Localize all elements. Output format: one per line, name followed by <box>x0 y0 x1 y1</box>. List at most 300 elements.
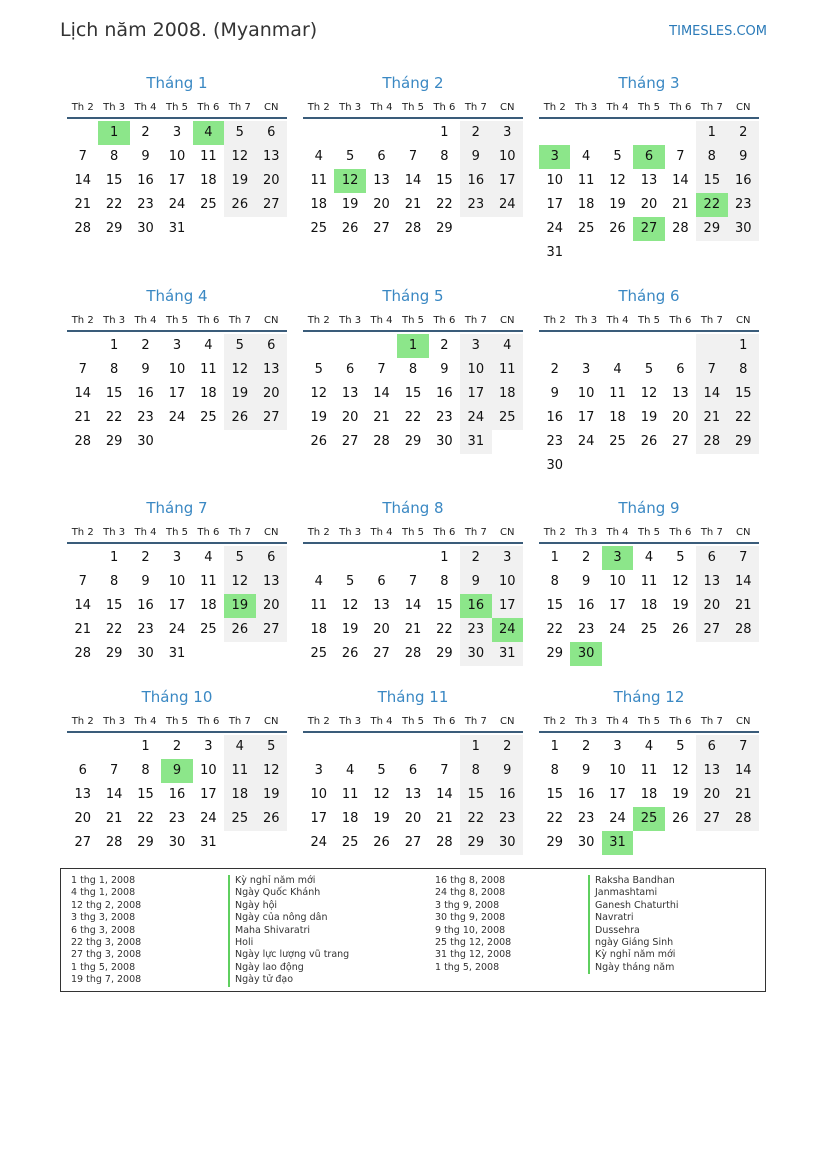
legend-holiday-name: Ngày hội <box>228 900 349 912</box>
calendar-day: 5 <box>613 149 622 164</box>
weekday-label: Th 2 <box>307 314 330 326</box>
calendar-day: 14 <box>373 386 390 401</box>
calendar-day: 19 <box>341 197 359 212</box>
calendar-day: 26 <box>310 434 327 449</box>
calendar-day: 16 <box>137 386 154 401</box>
calendar-day: 27 <box>256 618 287 642</box>
calendar-day: 23 <box>460 193 491 217</box>
calendar-day: 12 <box>256 759 287 783</box>
empty-day <box>98 735 129 759</box>
calendar-day: 9 <box>492 759 523 783</box>
calendar-day: 5 <box>377 763 386 778</box>
calendar-day: 19 <box>341 622 359 637</box>
calendar-day: 11 <box>224 759 255 783</box>
calendar-day: 28 <box>728 618 759 642</box>
calendar-day: 20 <box>74 811 91 826</box>
calendar-day: 12 <box>341 598 359 613</box>
calendar-day: 7 <box>440 763 449 778</box>
calendar-day: 13 <box>696 570 727 594</box>
calendar-day: 5 <box>676 739 685 754</box>
empty-day <box>224 831 255 855</box>
weekday-label: Th 5 <box>401 715 424 727</box>
calendar-day: 13 <box>672 386 689 401</box>
calendar-day: 17 <box>168 173 186 188</box>
calendar-day: 10 <box>460 358 491 382</box>
calendar-day: 24 <box>168 197 186 212</box>
legend-holiday-name: Kỳ nghỉ năm mới <box>228 875 349 887</box>
calendar-day: 27 <box>256 406 287 430</box>
calendar-day: 27 <box>672 434 689 449</box>
calendar-day: 21 <box>672 197 689 212</box>
calendar-day: 5 <box>345 574 355 589</box>
month-calendar <box>539 72 759 265</box>
calendar-day: 30 <box>546 458 563 473</box>
empty-day <box>696 454 727 478</box>
calendar-day: 29 <box>137 835 154 850</box>
calendar-day: 13 <box>373 598 390 613</box>
empty-day <box>303 334 334 358</box>
weekday-label: CN <box>264 314 279 326</box>
calendar-day: 26 <box>373 835 390 850</box>
calendar-day: 15 <box>105 386 123 401</box>
calendar-day: 6 <box>377 574 386 589</box>
calendar-day: 3 <box>492 121 523 145</box>
legend-holiday-name: Ngày lao động <box>228 962 349 974</box>
calendar-day: 29 <box>546 835 563 850</box>
calendar-day: 30 <box>137 434 154 449</box>
empty-day <box>256 217 287 241</box>
calendar-day: 14 <box>696 382 727 406</box>
weekday-label: Th 5 <box>637 314 660 326</box>
calendar-day: 22 <box>546 622 563 637</box>
calendar-day: 16 <box>137 173 154 188</box>
calendar-day: 4 <box>613 362 622 377</box>
calendar-day: 5 <box>314 362 323 377</box>
calendar-day: 29 <box>696 217 727 241</box>
weekday-label: Th 2 <box>71 314 94 326</box>
calendar-day: 19 <box>609 197 626 212</box>
month-title: Tháng 11 <box>377 688 449 706</box>
calendar-day: 4 <box>314 149 323 164</box>
month-days <box>67 121 287 241</box>
weekday-label: Th 2 <box>543 526 566 538</box>
calendar-day: 15 <box>546 787 563 802</box>
weekday-label: Th 6 <box>433 314 456 326</box>
empty-day <box>67 334 98 358</box>
weekday-label: Th 3 <box>103 314 126 326</box>
weekday-header <box>303 97 523 119</box>
calendar-day: 28 <box>672 221 689 236</box>
weekday-label: CN <box>736 715 751 727</box>
calendar-day: 7 <box>78 574 87 589</box>
calendar-day: 2 <box>172 739 182 754</box>
weekday-label: Th 3 <box>339 526 362 538</box>
calendar-day: 31 <box>200 835 217 850</box>
calendar-day: 1 <box>728 334 759 358</box>
calendar-day: 28 <box>74 434 91 449</box>
calendar-day: 4 <box>204 338 213 353</box>
calendar-day: 21 <box>728 594 759 618</box>
weekday-label: Th 4 <box>134 314 157 326</box>
weekday-label: Th 4 <box>370 715 393 727</box>
calendar-day: 3 <box>172 550 182 565</box>
weekday-label: Th 5 <box>637 715 660 727</box>
weekday-label: Th 7 <box>464 715 487 727</box>
empty-day <box>539 334 570 358</box>
calendar-day: 8 <box>109 149 119 164</box>
weekday-label: Th 6 <box>197 101 220 113</box>
legend-holiday-name: Raksha Bandhan <box>588 875 679 887</box>
calendar-day: 10 <box>492 570 523 594</box>
calendar-day: 22 <box>546 811 563 826</box>
holiday-day: 1 <box>98 121 129 145</box>
legend-names-left <box>228 875 349 987</box>
calendar-day: 20 <box>696 783 727 807</box>
calendar-day: 4 <box>314 574 323 589</box>
calendar-day: 22 <box>105 197 123 212</box>
calendar-day: 17 <box>609 787 626 802</box>
weekday-label: Th 6 <box>669 715 692 727</box>
calendar-day: 20 <box>696 594 727 618</box>
calendar-day: 6 <box>256 546 287 570</box>
calendar-day: 4 <box>644 550 654 565</box>
calendar-day: 12 <box>609 173 626 188</box>
holiday-day: 9 <box>161 759 192 783</box>
month-calendar <box>67 285 287 454</box>
empty-day <box>665 831 696 855</box>
calendar-day: 3 <box>460 334 491 358</box>
legend-date: 27 thg 3, 2008 <box>71 949 142 961</box>
calendar-day: 19 <box>256 783 287 807</box>
empty-day <box>492 217 523 241</box>
weekday-label: Th 6 <box>433 101 456 113</box>
empty-day <box>224 642 255 666</box>
weekday-label: CN <box>500 101 515 113</box>
weekday-label: Th 3 <box>103 526 126 538</box>
weekday-header <box>539 97 759 119</box>
calendar-day: 22 <box>404 410 422 425</box>
calendar-day: 29 <box>404 434 422 449</box>
weekday-label: CN <box>500 314 515 326</box>
calendar-day: 1 <box>550 739 559 754</box>
weekday-label: CN <box>736 314 751 326</box>
calendar-day: 3 <box>172 338 182 353</box>
calendar-day: 28 <box>404 646 422 661</box>
calendar-day: 20 <box>640 197 658 212</box>
legend-holiday-name: ngày Giáng Sinh <box>588 937 679 949</box>
calendar-day: 7 <box>728 546 759 570</box>
calendar-day: 27 <box>256 193 287 217</box>
empty-day <box>570 334 601 358</box>
calendar-day: 14 <box>74 173 91 188</box>
calendar-day: 7 <box>377 362 386 377</box>
month-days <box>539 121 759 265</box>
empty-day <box>224 430 255 454</box>
empty-day <box>570 121 601 145</box>
legend-date: 16 thg 8, 2008 <box>435 875 506 886</box>
calendar-day: 16 <box>728 169 759 193</box>
weekday-label: Th 7 <box>228 314 251 326</box>
empty-day <box>256 831 287 855</box>
calendar-day: 9 <box>141 362 150 377</box>
calendar-day: 14 <box>404 598 422 613</box>
calendar-day: 25 <box>200 622 217 637</box>
empty-day <box>193 642 224 666</box>
holiday-day: 25 <box>633 807 664 831</box>
calendar-day: 26 <box>341 646 359 661</box>
calendar-day: 9 <box>581 763 591 778</box>
legend-date: 25 thg 12, 2008 <box>435 937 512 949</box>
weekday-label: CN <box>736 101 751 113</box>
month-title: Tháng 7 <box>146 499 208 517</box>
empty-day <box>602 642 633 666</box>
calendar-day: 30 <box>577 835 595 850</box>
calendar-day: 8 <box>408 362 418 377</box>
holiday-day: 16 <box>460 594 491 618</box>
calendar-day: 2 <box>141 338 150 353</box>
calendar-day: 14 <box>436 787 453 802</box>
calendar-day: 15 <box>546 598 563 613</box>
calendar-day: 5 <box>256 735 287 759</box>
month-days <box>67 546 287 666</box>
month-calendar <box>539 285 759 478</box>
calendar-day: 22 <box>460 807 491 831</box>
empty-day <box>397 735 428 759</box>
weekday-label: Th 3 <box>575 526 598 538</box>
weekday-label: Th 7 <box>700 314 723 326</box>
calendar-day: 5 <box>644 362 654 377</box>
calendar-day: 5 <box>224 546 255 570</box>
calendar-day: 4 <box>581 149 591 164</box>
empty-day <box>334 735 365 759</box>
calendar-day: 4 <box>345 763 355 778</box>
month-days <box>67 334 287 454</box>
calendar-day: 3 <box>172 125 182 140</box>
weekday-label: Th 5 <box>637 101 660 113</box>
calendar-day: 20 <box>373 622 390 637</box>
calendar-day: 19 <box>224 382 255 406</box>
calendar-day: 2 <box>141 125 150 140</box>
legend-date: 3 thg 9, 2008 <box>435 899 500 911</box>
weekday-header <box>67 97 287 119</box>
calendar-day: 26 <box>341 221 359 236</box>
empty-day <box>334 121 365 145</box>
weekday-label: Th 4 <box>134 101 157 113</box>
empty-day <box>602 334 633 358</box>
calendar-day: 8 <box>460 759 491 783</box>
empty-day <box>193 217 224 241</box>
site-link[interactable]: TIMESLES.COM <box>669 24 767 39</box>
weekday-header <box>67 711 287 733</box>
empty-day <box>256 642 287 666</box>
calendar-day: 25 <box>341 835 359 850</box>
empty-day <box>303 735 334 759</box>
calendar-day: 29 <box>436 646 453 661</box>
legend-date: 1 thg 5, 2008 <box>71 961 136 973</box>
weekday-label: Th 7 <box>464 526 487 538</box>
empty-day <box>602 454 633 478</box>
calendar-day: 28 <box>373 434 390 449</box>
calendar-day: 3 <box>204 739 213 754</box>
empty-day <box>570 454 601 478</box>
calendar-day: 24 <box>577 434 595 449</box>
legend-holiday-name: Holi <box>228 937 349 949</box>
empty-day <box>366 334 397 358</box>
calendar-day: 8 <box>109 362 119 377</box>
calendar-day: 7 <box>696 358 727 382</box>
calendar-day: 29 <box>105 221 123 236</box>
calendar-day: 17 <box>546 197 563 212</box>
calendar-day: 12 <box>310 386 327 401</box>
calendar-day: 12 <box>373 787 390 802</box>
calendar-day: 2 <box>550 362 559 377</box>
calendar-day: 14 <box>74 598 91 613</box>
weekday-label: Th 4 <box>606 101 629 113</box>
empty-day <box>696 831 727 855</box>
calendar-day: 9 <box>581 574 591 589</box>
calendar-day: 11 <box>200 362 217 377</box>
empty-day <box>429 735 460 759</box>
month-days <box>303 546 523 666</box>
calendar-day: 2 <box>141 550 150 565</box>
calendar-day: 13 <box>256 358 287 382</box>
weekday-label: Th 2 <box>71 715 94 727</box>
calendar-day: 19 <box>640 410 658 425</box>
weekday-label: Th 4 <box>370 314 393 326</box>
calendar-day: 24 <box>609 811 626 826</box>
calendar-day: 2 <box>581 739 591 754</box>
weekday-label: Th 3 <box>103 715 126 727</box>
empty-day <box>256 430 287 454</box>
weekday-label: Th 3 <box>339 715 362 727</box>
weekday-header <box>539 310 759 332</box>
weekday-label: Th 5 <box>401 526 424 538</box>
legend-holiday-name: Navratri <box>588 912 679 924</box>
month-calendar <box>67 686 287 855</box>
legend-names-right <box>588 875 679 974</box>
calendar-day: 21 <box>404 197 422 212</box>
empty-day <box>67 121 98 145</box>
calendar-day: 28 <box>728 807 759 831</box>
page-title: Lịch năm 2008. (Myanmar) <box>60 19 318 41</box>
legend-date: 4 thg 1, 2008 <box>71 887 136 899</box>
weekday-label: Th 2 <box>543 715 566 727</box>
empty-day <box>224 217 255 241</box>
calendar-day: 17 <box>200 787 217 802</box>
empty-day <box>602 241 633 265</box>
weekday-label: Th 6 <box>433 526 456 538</box>
calendar-day: 11 <box>640 763 658 778</box>
empty-day <box>67 546 98 570</box>
calendar-day: 20 <box>373 197 390 212</box>
calendar-day: 1 <box>109 550 119 565</box>
calendar-day: 16 <box>436 386 453 401</box>
empty-day <box>492 430 523 454</box>
empty-day <box>161 430 192 454</box>
calendar-day: 17 <box>168 386 186 401</box>
weekday-label: Th 7 <box>228 526 251 538</box>
calendar-day: 13 <box>256 145 287 169</box>
calendar-day: 18 <box>200 598 217 613</box>
calendar-day: 28 <box>436 835 453 850</box>
calendar-day: 28 <box>404 221 422 236</box>
weekday-header <box>303 522 523 544</box>
calendar-day: 23 <box>577 811 595 826</box>
calendar-day: 7 <box>109 763 119 778</box>
legend-date: 1 thg 5, 2008 <box>435 961 500 973</box>
calendar-day: 22 <box>436 622 453 637</box>
calendar-day: 23 <box>168 811 186 826</box>
calendar-day: 15 <box>404 386 422 401</box>
month-calendar <box>539 497 759 666</box>
holiday-day: 31 <box>602 831 633 855</box>
month-days <box>539 735 759 855</box>
calendar-day: 22 <box>728 406 759 430</box>
empty-day <box>539 121 570 145</box>
weekday-label: Th 7 <box>700 715 723 727</box>
calendar-day: 25 <box>577 221 595 236</box>
calendar-day: 10 <box>492 145 523 169</box>
weekday-label: Th 3 <box>339 314 362 326</box>
calendar-day: 11 <box>200 149 217 164</box>
calendar-day: 17 <box>492 169 523 193</box>
legend-date: 22 thg 3, 2008 <box>71 937 142 949</box>
weekday-label: Th 6 <box>197 715 220 727</box>
calendar-day: 11 <box>341 787 359 802</box>
calendar-day: 27 <box>404 835 422 850</box>
calendar-day: 31 <box>492 642 523 666</box>
calendar-day: 15 <box>436 173 453 188</box>
empty-day <box>633 334 664 358</box>
weekday-label: Th 2 <box>543 314 566 326</box>
weekday-label: Th 7 <box>464 314 487 326</box>
calendar-day: 14 <box>105 787 123 802</box>
holiday-day: 22 <box>696 193 727 217</box>
month-calendar <box>303 285 523 454</box>
calendar-day: 2 <box>728 121 759 145</box>
calendar-day: 25 <box>200 197 217 212</box>
calendar-day: 15 <box>728 382 759 406</box>
holiday-day: 19 <box>224 594 255 618</box>
weekday-label: Th 3 <box>575 314 598 326</box>
legend-dates-left <box>71 875 141 987</box>
calendar-day: 9 <box>550 386 559 401</box>
calendar-day: 23 <box>137 197 154 212</box>
calendar-day: 9 <box>460 145 491 169</box>
calendar-day: 11 <box>640 574 658 589</box>
calendar-day: 24 <box>168 410 186 425</box>
empty-day <box>665 642 696 666</box>
holiday-day: 27 <box>633 217 664 241</box>
calendar-day: 3 <box>492 546 523 570</box>
calendar-day: 7 <box>676 149 685 164</box>
calendar-day: 18 <box>200 386 217 401</box>
empty-day <box>303 546 334 570</box>
empty-day <box>665 241 696 265</box>
calendar-day: 26 <box>609 221 626 236</box>
calendar-day: 4 <box>644 739 654 754</box>
month-days <box>539 334 759 478</box>
calendar-day: 21 <box>436 811 453 826</box>
calendar-day: 14 <box>404 173 422 188</box>
weekday-label: Th 4 <box>370 101 393 113</box>
weekday-label: Th 2 <box>307 101 330 113</box>
calendar-day: 11 <box>310 598 327 613</box>
empty-day <box>366 735 397 759</box>
weekday-label: Th 4 <box>606 314 629 326</box>
legend-holiday-name: Dussehra <box>588 925 679 937</box>
calendar-day: 6 <box>696 546 727 570</box>
